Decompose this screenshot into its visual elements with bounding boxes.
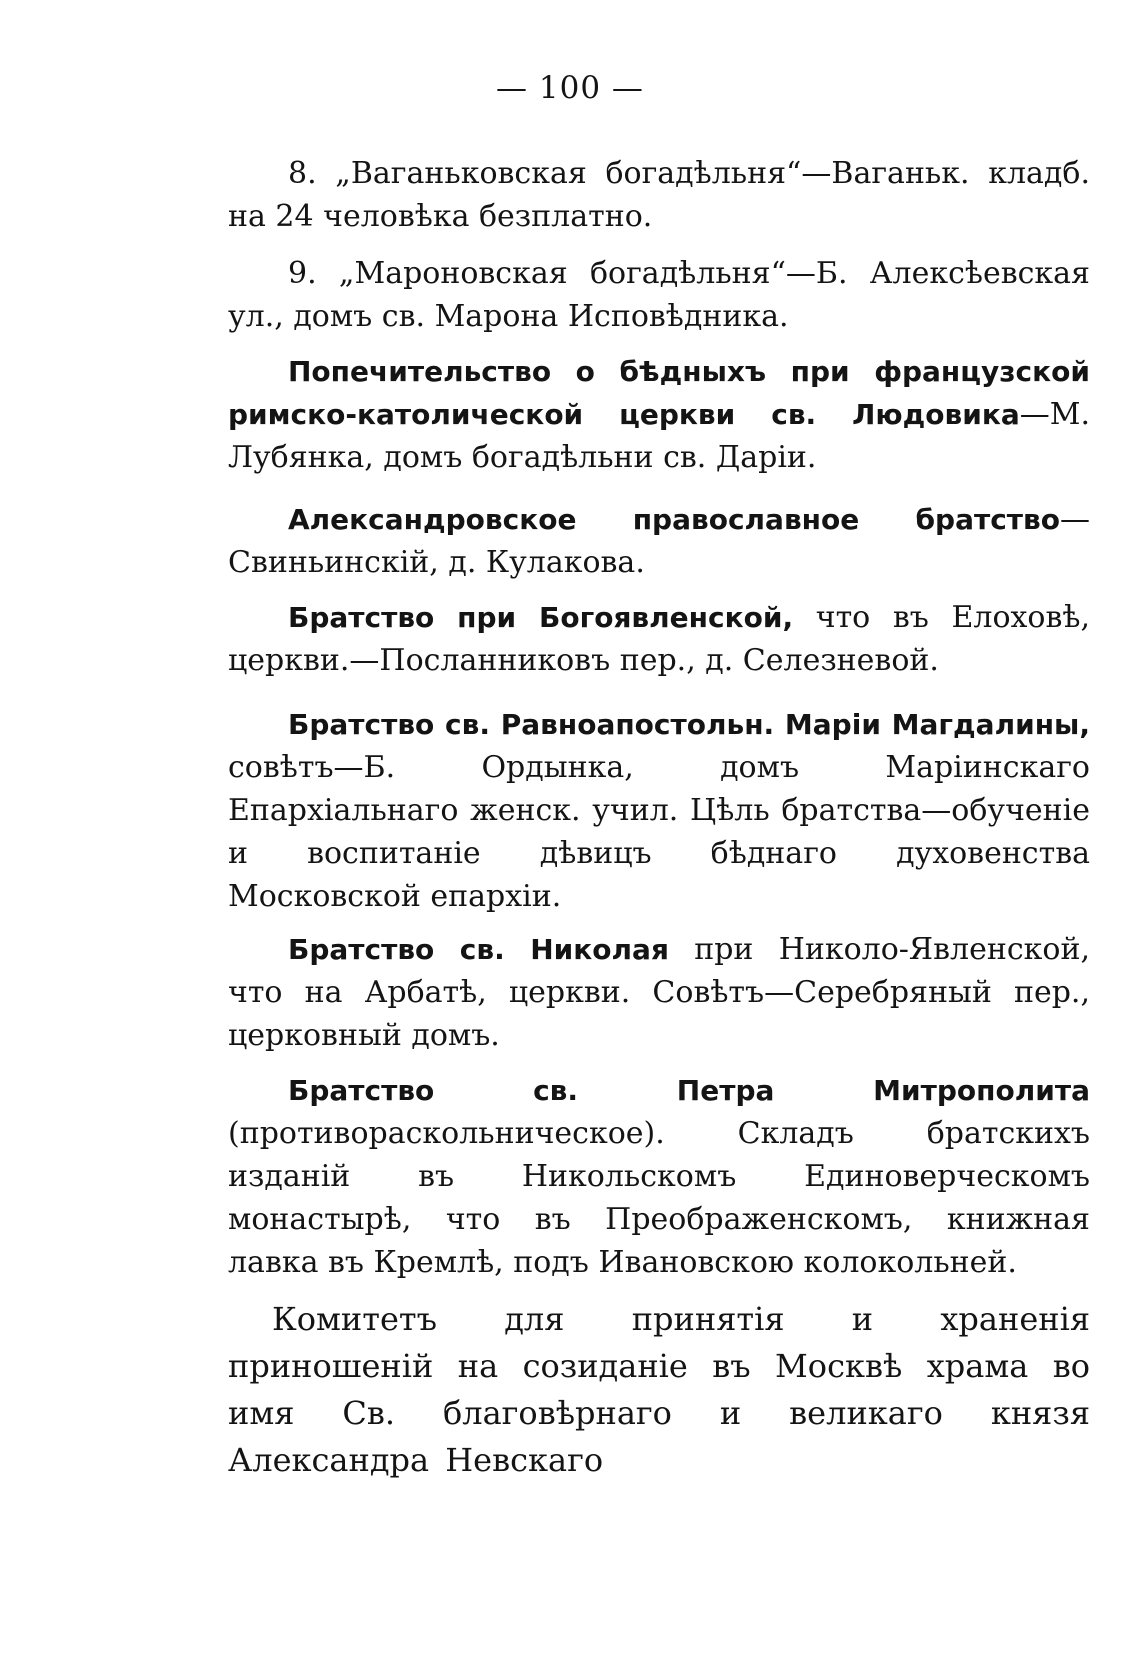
page-number: — 100 — [496, 70, 644, 106]
entry-heading: Александровское православное братство [288, 503, 1060, 536]
entry-heading: Братство св. Равноапостольн. Маріи Магдалины, [288, 708, 1090, 741]
committee-text: Комитетъ для принятія и храненія приношеній на созиданіе въ Москвѣ храма во имя Св. благовѣрнаго и великаго князя Александра Невскаго [228, 1300, 1090, 1479]
committee-paragraph [228, 1296, 1090, 1484]
entry-bratstvo-bogoyavlenskoi [228, 596, 1090, 682]
entry-bratstvo-nikolaya [228, 928, 1090, 1057]
entry-bratstvo-marii-magdaliny [228, 703, 1090, 918]
entry-text: совѣтъ—Б. Ордынка, домъ Маріинскаго Епархіальнаго женск. учил. Цѣль братства—обученіе и воспитаніе дѣвицъ бѣднаго духовенства Московской епархіи. [228, 750, 1090, 914]
entry-bratstvo-petra-mitropolita [228, 1069, 1090, 1284]
entry-text: что въ Елоховѣ, церкви.—Посланниковъ пер., д. Селезневой. [228, 600, 1091, 678]
entry-vagankovskaya [228, 152, 1090, 238]
entry-maronovskaya [228, 252, 1090, 338]
entry-text: при Николо-Явленской, что на Арбатѣ, церкви. Совѣтъ—Серебряный пер., церковный домъ. [228, 932, 1090, 1053]
entry-heading: Попечительство о бѣдныхъ при французской римско-католической церкви св. Людовика [228, 355, 1090, 431]
entry-text: (противораскольническое). Складъ братскихъ изданій въ Никольскомъ Единоверческомъ монастырѣ, что въ Преображенскомъ, книжная лавка въ Кремлѣ, подъ Ивановскою колокольней. [228, 1116, 1090, 1280]
entry-popechitelstvo [228, 350, 1090, 479]
entry-lead: 9. „Мароновская богадѣльня“ [288, 256, 786, 291]
entry-lead: 8. „Ваганьковская богадѣльня“ [288, 156, 802, 191]
entry-aleksandrovskoe-bratstvo [228, 498, 1090, 584]
entry-text: —Свиньинскій, д. Кулакова. [228, 502, 1090, 580]
entry-heading: Братство св. Петра Митрополита [288, 1074, 1090, 1107]
entry-text: —М. Лубянка, домъ богадѣльни св. Даріи. [228, 397, 1090, 475]
entry-text: —Б. Алексѣевская ул., домъ св. Марона Исповѣдника. [228, 256, 1090, 334]
entry-heading: Братство при Богоявленской, [288, 601, 794, 634]
entry-text: —Ваганьк. кладб. на 24 человѣка безплатно. [228, 156, 1091, 234]
entry-heading: Братство св. Николая [288, 933, 669, 966]
